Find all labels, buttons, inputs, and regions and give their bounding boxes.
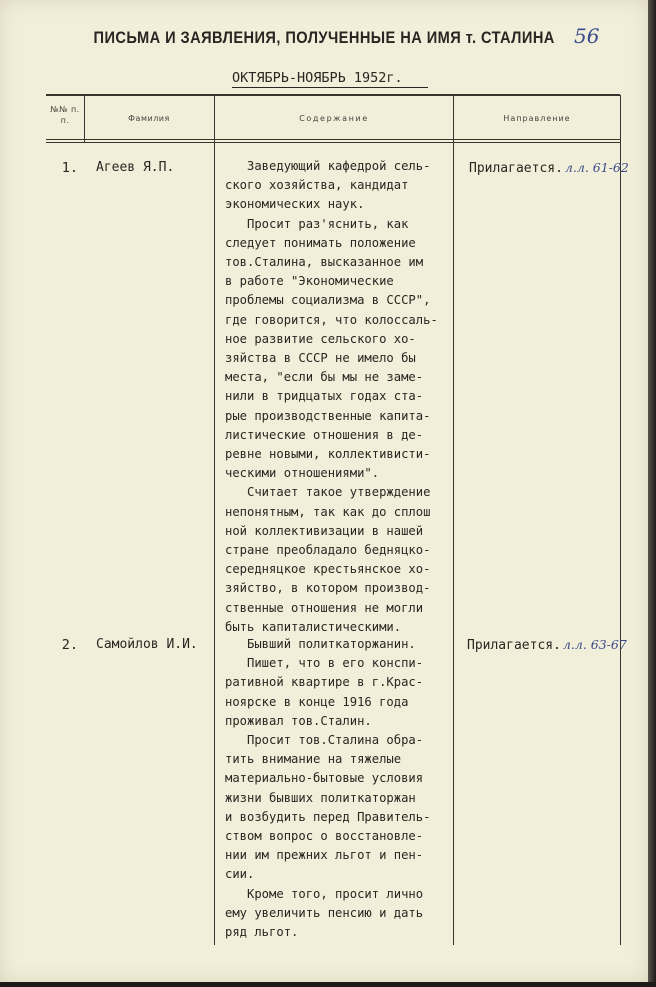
row-1-sheet-note: л.л. 61-62 [564,160,629,175]
row-2-content: Бывший политкаторжанин. Пишет, что в его конспи- ративной квартире в г.Крас- ноярске в конце 1916 года проживал тов.Сталин. Просит тов.Сталина обра- тить внимание на тяжелые материально-бытовые условия жизни бывших политкаторжан и возбудить перед Правитель- ством вопрос о восстановле- нии им прежних льгот и пен- сии. Кроме того, просит лично ему увеличить пенсию и дать ряд льгот. [225,637,431,940]
table-top-rule [46,94,620,96]
row-2-direction-text: Прилагается. [467,638,561,653]
row-2-surname: Самойлов И.И. [96,637,198,652]
row-1-direction-text: Прилагается. [469,161,563,176]
header-surname: Фамилия [128,114,170,123]
document-title-text: ПИСЬМА И ЗАЯВЛЕНИЯ, ПОЛУЧЕННЫЕ НА ИМЯ т. СТАЛИНА [93,28,555,47]
row-1-surname: Агеев Я.П. [96,160,175,175]
column-divider-4 [620,95,621,945]
column-divider-1 [84,95,85,142]
row-1-content: Заведующий кафедрой сель- ского хозяйства, кандидат экономических наук. Просит раз'яснить, как следует понимать положение тов.Сталина, высказанное им в работе "Экономические проблемы социализма в СССР", где говорится, что колоссаль- ное развитие сельского хо- зяйства в СССР не имело бы места, "если бы мы не заме- нили в тридцатых годах ста- рые производственные капита- листические отношения в де- ревне новыми, коллективисти- ческими отношениями". Считает такое утверждение непонятным, так как до сплош ной коллективизации в нашей стране преобладало бедняцко- середняцкое крестьянское хо- зяйство, в котором производ- ственные отношения не могли быть капиталистическими. [225,159,438,634]
column-divider-2 [214,95,215,945]
row-1-number: 1. [61,160,78,176]
period-line: ОКТЯБРЬ-НОЯБРЬ 1952г. [232,70,428,88]
row-1-direction [469,160,629,176]
page-number: 56 [574,24,600,48]
row-2-sheet-note: л.л. 63-67 [562,637,627,652]
header-number: №№ п. п. [50,105,80,125]
scan-edge-bottom [0,982,656,987]
header-bottom-rule [46,139,620,140]
header-bottom-rule-2 [46,142,620,143]
header-content: Содержание [299,114,369,123]
row-2-number: 2. [61,637,78,653]
header-direction: Направление [503,114,571,123]
scan-edge-right [648,0,656,987]
row-2-direction [467,637,627,653]
document-title [0,28,648,48]
